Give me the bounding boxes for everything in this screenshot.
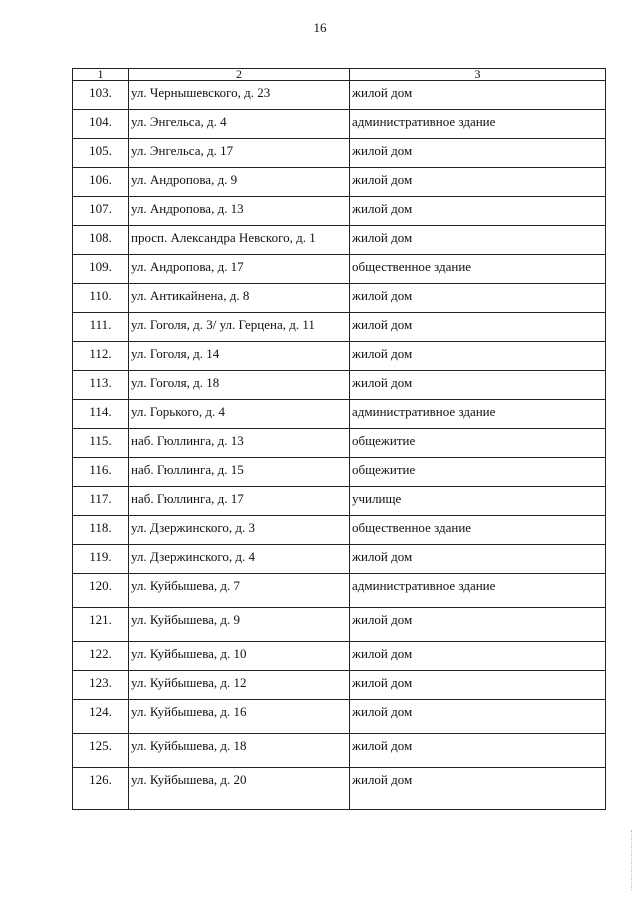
building-type-cell: жилой дом <box>350 139 606 168</box>
row-number-cell: 105. <box>73 139 129 168</box>
table-row <box>73 371 606 400</box>
row-number-cell: 123. <box>73 671 129 700</box>
address-cell: ул. Куйбышева, д. 7 <box>129 574 350 608</box>
row-number-cell: 110. <box>73 284 129 313</box>
building-type-cell: административное здание <box>350 574 606 608</box>
building-type-cell: жилой дом <box>350 168 606 197</box>
table-row <box>73 608 606 642</box>
building-type-cell: жилой дом <box>350 768 606 810</box>
table-row <box>73 671 606 700</box>
building-type-cell: общежитие <box>350 429 606 458</box>
address-cell: наб. Гюллинга, д. 13 <box>129 429 350 458</box>
table-row <box>73 400 606 429</box>
row-number-cell: 106. <box>73 168 129 197</box>
address-cell: ул. Чернышевского, д. 23 <box>129 81 350 110</box>
table-row <box>73 168 606 197</box>
table-row <box>73 487 606 516</box>
row-number-cell: 111. <box>73 313 129 342</box>
address-cell: просп. Александра Невского, д. 1 <box>129 226 350 255</box>
row-number-cell: 124. <box>73 700 129 734</box>
building-type-cell: училище <box>350 487 606 516</box>
table-row <box>73 429 606 458</box>
address-cell: ул. Андропова, д. 17 <box>129 255 350 284</box>
table-row <box>73 226 606 255</box>
address-cell: ул. Андропова, д. 9 <box>129 168 350 197</box>
table-row <box>73 255 606 284</box>
building-type-cell: жилой дом <box>350 734 606 768</box>
table-row <box>73 197 606 226</box>
address-cell: ул. Дзержинского, д. 3 <box>129 516 350 545</box>
row-number-cell: 119. <box>73 545 129 574</box>
table-row <box>73 516 606 545</box>
table-body <box>73 81 606 810</box>
scan-edge-mark <box>630 830 632 890</box>
page-number: 16 <box>313 20 327 35</box>
table-row <box>73 81 606 110</box>
address-cell: ул. Горького, д. 4 <box>129 400 350 429</box>
building-type-cell: жилой дом <box>350 313 606 342</box>
building-type-cell: жилой дом <box>350 81 606 110</box>
building-type-cell: жилой дом <box>350 371 606 400</box>
buildings-table <box>72 68 606 810</box>
building-type-cell: жилой дом <box>350 284 606 313</box>
address-cell: ул. Куйбышева, д. 12 <box>129 671 350 700</box>
address-cell: ул. Куйбышева, д. 10 <box>129 642 350 671</box>
building-type-cell: жилой дом <box>350 642 606 671</box>
address-cell: ул. Куйбышева, д. 18 <box>129 734 350 768</box>
building-type-cell: жилой дом <box>350 608 606 642</box>
address-cell: ул. Дзержинского, д. 4 <box>129 545 350 574</box>
row-number-cell: 120. <box>73 574 129 608</box>
address-cell: ул. Гоголя, д. 3/ ул. Герцена, д. 11 <box>129 313 350 342</box>
row-number-cell: 112. <box>73 342 129 371</box>
building-type-cell: общественное здание <box>350 255 606 284</box>
address-cell: ул. Андропова, д. 13 <box>129 197 350 226</box>
building-type-cell: жилой дом <box>350 671 606 700</box>
row-number-cell: 108. <box>73 226 129 255</box>
column-header-address: 2 <box>129 69 350 81</box>
row-number-cell: 109. <box>73 255 129 284</box>
table-row <box>73 768 606 810</box>
building-type-cell: административное здание <box>350 110 606 139</box>
row-number-cell: 116. <box>73 458 129 487</box>
row-number-cell: 113. <box>73 371 129 400</box>
table-row <box>73 574 606 608</box>
building-type-cell: жилой дом <box>350 197 606 226</box>
column-header-type: 3 <box>350 69 606 81</box>
address-cell: ул. Куйбышева, д. 16 <box>129 700 350 734</box>
row-number-cell: 114. <box>73 400 129 429</box>
row-number-cell: 104. <box>73 110 129 139</box>
row-number-cell: 125. <box>73 734 129 768</box>
row-number-cell: 107. <box>73 197 129 226</box>
table-row <box>73 313 606 342</box>
building-type-cell: административное здание <box>350 400 606 429</box>
address-cell: ул. Гоголя, д. 14 <box>129 342 350 371</box>
address-cell: ул. Гоголя, д. 18 <box>129 371 350 400</box>
table-row <box>73 734 606 768</box>
address-cell: ул. Куйбышева, д. 20 <box>129 768 350 810</box>
address-cell: ул. Энгельса, д. 4 <box>129 110 350 139</box>
table-row <box>73 284 606 313</box>
building-type-cell: жилой дом <box>350 545 606 574</box>
column-header-number: 1 <box>73 69 129 81</box>
row-number-cell: 118. <box>73 516 129 545</box>
table-row <box>73 642 606 671</box>
row-number-cell: 103. <box>73 81 129 110</box>
row-number-cell: 126. <box>73 768 129 810</box>
row-number-cell: 115. <box>73 429 129 458</box>
address-cell: ул. Куйбышева, д. 9 <box>129 608 350 642</box>
table-row <box>73 545 606 574</box>
building-type-cell: общественное здание <box>350 516 606 545</box>
row-number-cell: 122. <box>73 642 129 671</box>
address-cell: наб. Гюллинга, д. 15 <box>129 458 350 487</box>
row-number-cell: 117. <box>73 487 129 516</box>
address-cell: ул. Антикайнена, д. 8 <box>129 284 350 313</box>
building-type-cell: жилой дом <box>350 342 606 371</box>
address-cell: ул. Энгельса, д. 17 <box>129 139 350 168</box>
building-type-cell: жилой дом <box>350 226 606 255</box>
building-type-cell: жилой дом <box>350 700 606 734</box>
table-header-row <box>73 69 606 81</box>
table-row <box>73 139 606 168</box>
address-cell: наб. Гюллинга, д. 17 <box>129 487 350 516</box>
table-row <box>73 700 606 734</box>
table-row <box>73 458 606 487</box>
table-row <box>73 342 606 371</box>
row-number-cell: 121. <box>73 608 129 642</box>
building-type-cell: общежитие <box>350 458 606 487</box>
table-row <box>73 110 606 139</box>
